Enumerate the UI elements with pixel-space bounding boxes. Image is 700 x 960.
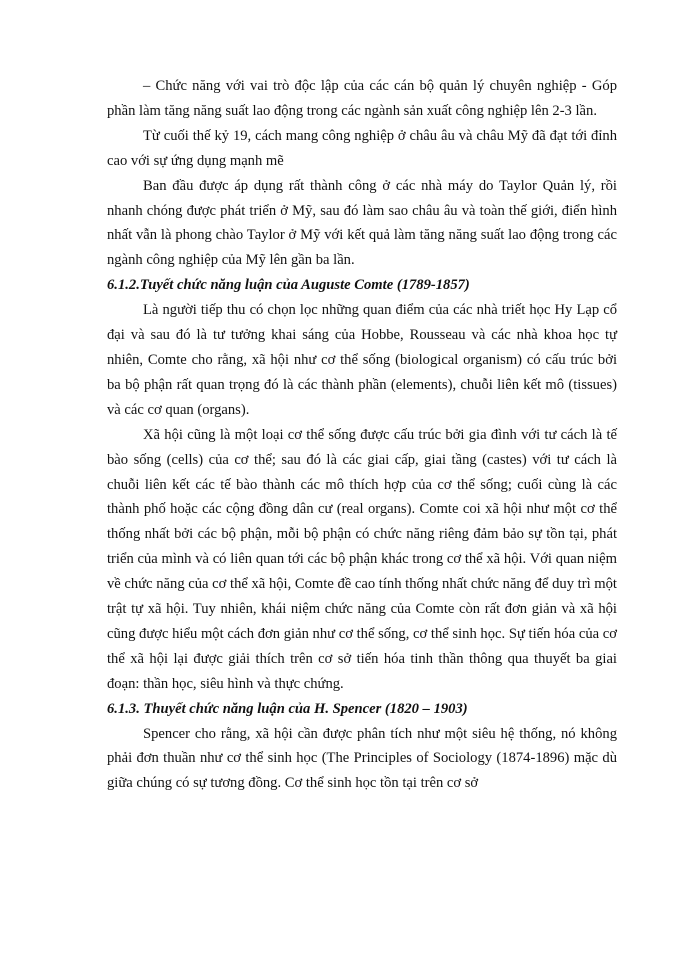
paragraph-taylor-application: Ban đầu được áp dụng rất thành công ở các nhà máy do Taylor Quản lý, rồi nhanh chóng được phát triển ở Mỹ, sau đó làm sao châu âu và toàn thế giới, điển hình nhất vẫn là phong chào Taylor ở Mỹ với kết quả làm tăng năng suất lao động trong các ngành công nghiệp của Mỹ lên gần ba lần. — [107, 177, 617, 269]
paragraph-comte-organism: Là người tiếp thu có chọn lọc những quan điểm của các nhà triết học Hy Lạp cổ đại và sau đó là tư tưởng khai sáng của Hobbe, Rousseau và các nhà khoa học tự nhiên, Comte cho rằng, xã hội như cơ thể sống (biological organism) có cấu trúc bởi ba bộ phận rất quan trọng đó là các thành phần (elements), chuỗi liên kết mô (tissues) và các cơ quan (organs). — [107, 302, 617, 418]
document-page — [107, 74, 617, 796]
paragraph-professional-managers: – Chức năng với vai trò độc lập của các cán bộ quản lý chuyên nghiệp - Góp phần làm tăng năng suất lao động trong các ngành sản xuất công nghiệp lên 2-3 lần. — [107, 78, 617, 119]
section-heading-comte: 6.1.2.Tuyết chức năng luận của Auguste Comte (1789-1857) — [107, 277, 470, 294]
section-heading-spencer: 6.1.3. Thuyết chức năng luận của H. Spencer (1820 – 1903) — [107, 700, 468, 717]
paragraph-comte-society: Xã hội cũng là một loại cơ thể sống được cấu trúc bởi gia đình với tư cách là tế bào sống (cells) của cơ thể; sau đó là các giai cấp, giai tầng (castes) với tư cách là chuỗi liên kết các tế bào thành các mô thích hợp của cơ thể sống; cuối cùng là các thành phố hoặc các cộng đồng dân cư (real organs). Comte coi xã hội như một cơ thể thống nhất bởi các bộ phận, mỗi bộ phận có chức năng riêng đảm bảo sự tồn tại, phát triển của mình và có liên quan tới các bộ phận khác trong cơ thể xã hội. Với quan niệm về chức năng của cơ thể xã hội, Comte đề cao tính thống nhất chức năng để duy trì một trật tự xã hội. Tuy nhiên, khái niệm chức năng của Comte còn rất đơn giản và xã hội cũng được hiểu một cách đơn giản như cơ thể sống, cơ thể sinh học. Sự tiến hóa của cơ thể xã hội lại được giải thích trên cơ sở tiến hóa tinh thần thông qua thuyết ba giai đoạn: thần học, siêu hình và thực chứng. — [107, 426, 617, 692]
paragraph-spencer-system: Spencer cho rằng, xã hội cần được phân tích như một siêu hệ thống, nó không phải đơn thuần như cơ thể sinh học (The Principles of Sociology (1874-1896) mặc dù giữa chúng có sự tương đồng. Cơ thể sinh học tồn tại trên cơ sở — [107, 725, 617, 792]
paragraph-industrial-revolution: Từ cuối thế kỷ 19, cách mang công nghiệp ở châu âu và châu Mỹ đã đạt tới đỉnh cao với sự ứng dụng mạnh mẽ — [107, 127, 617, 169]
